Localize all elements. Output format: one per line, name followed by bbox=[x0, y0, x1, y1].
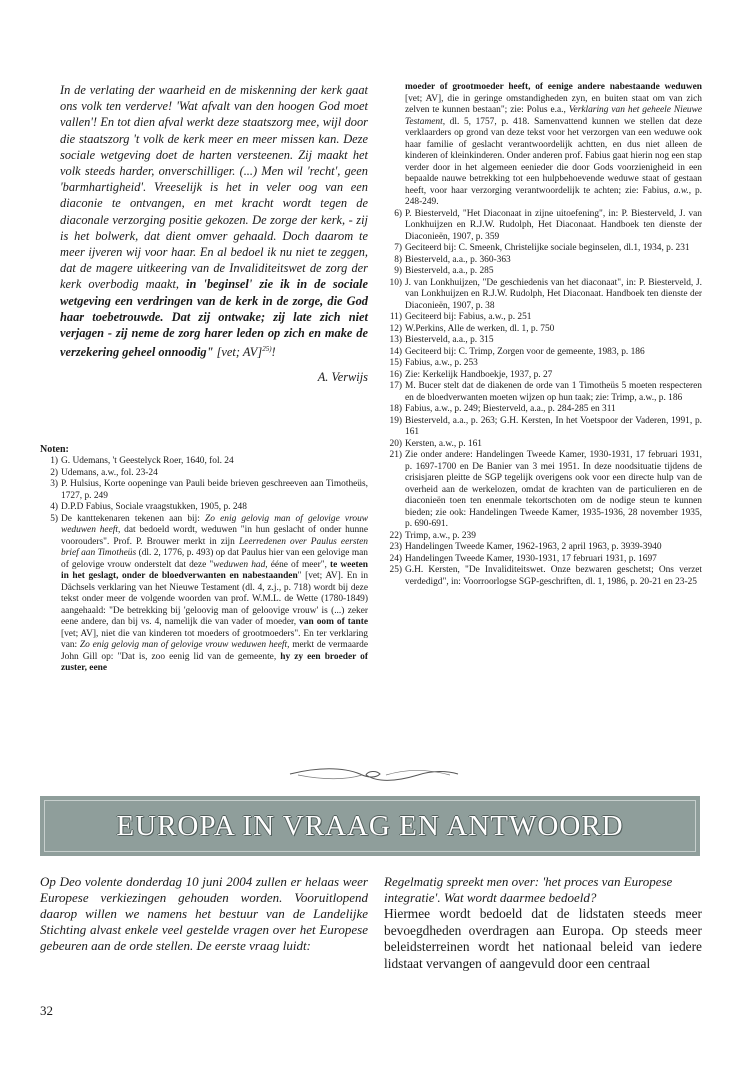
note-item bbox=[40, 479, 368, 502]
note-number: 14) bbox=[389, 346, 402, 357]
note-text: Kersten, a.w., p. 161 bbox=[405, 438, 482, 449]
intro-paragraph: Op Deo volente donderdag 10 juni 2004 zullen er helaas weer Europese verkiezingen gehouden worden. Vooruitlopend daarop willen we namens het bestuur van de Landelijke Stichting alvast enkele veel gestelde vragen over het Europese gebeuren aan de orde stellen. De eerste vraag luidt: bbox=[40, 874, 368, 953]
note-item bbox=[384, 554, 702, 566]
note-item bbox=[40, 456, 368, 468]
quote-author: A. Verwijs bbox=[317, 370, 368, 384]
note-text: W.Perkins, Alle de werken, dl. 1, p. 750 bbox=[405, 323, 555, 334]
note-item bbox=[384, 531, 702, 543]
quote-block bbox=[60, 82, 368, 361]
note-item bbox=[384, 565, 702, 588]
note-text: D.P.D Fabius, Sociale vraagstukken, 1905, p. 248 bbox=[61, 502, 247, 512]
note-item bbox=[384, 542, 702, 554]
note-5-cont-text-2: , dl. 5, 1757, p. 418. Samenvattend kunnen we stellen dat deze verklaarders op grond van deze tekst voor het verzorgen van een weduwe ook haar familie of geslacht verantwoordelijk achtten, en dus niet alleen de kinderen of kleinkinderen. Onder anderen prof. Fabius gaat hierin nog een stap verder door in het algemeen eenieder die door Gods voorzienigheid in een bepaalde nauwe betrekking tot een hulpbehoevende weduwe staat of gestaan heeft, voor haar verzorging verantwoordelijk te achten; zie: Fabius, bbox=[405, 116, 702, 196]
note-item bbox=[384, 439, 702, 451]
notes-heading: Noten: bbox=[40, 444, 69, 455]
note-item bbox=[384, 209, 702, 244]
note-item bbox=[384, 324, 702, 336]
note-item bbox=[384, 404, 702, 416]
note-text: Trimp, a.w., p. 239 bbox=[405, 530, 476, 541]
note-number: 23) bbox=[389, 542, 402, 552]
note-5-text-c: (dl. 2, 1776, p. 493) op dat Paulus hier van een gelovige man of gelovige vrouw onderstelt dat deze " bbox=[61, 548, 368, 570]
note-text: Fabius, a.w., p. 249; Biesterveld, a.a., p. 284-285 en 311 bbox=[405, 404, 616, 414]
note-text: Biesterveld, a.a., p. 263; G.H. Kersten, In het Voetspoor der Vaderen, 1991, p. 161 bbox=[405, 415, 702, 437]
note-5-bold-g: hy zy een broeder of zuster, eene bbox=[61, 651, 368, 673]
quote-footnote-ref: 25) bbox=[262, 345, 272, 354]
note-item bbox=[384, 335, 702, 347]
note-item bbox=[384, 416, 702, 439]
quote-tail: [vet; AV] bbox=[213, 345, 263, 360]
note-number: 17) bbox=[389, 381, 402, 391]
note-number: 13) bbox=[389, 335, 402, 345]
note-text: M. Bucer stelt dat de diakenen de orde van 1 Timotheüs 5 moeten respecteren en de bloedverwanten moeten wijzen op hun taak; zie: Trimp, a.w., p. 186 bbox=[405, 381, 702, 403]
note-number: 3) bbox=[50, 479, 58, 489]
note-5-italic-f: Zo enig gelovig man of gelovige vrouw weduwen heeft bbox=[79, 640, 288, 650]
note-item bbox=[384, 243, 702, 255]
note-number: 2) bbox=[50, 467, 58, 478]
quote-text: In de verlating der waarheid en de miskenning der kerk gaat ons volk ten verderve! 'Wat afvalt van den hoogen God moet vallen'! En tot dien afval werkt deze staatszorg mee, wijl door die staatszorg 't volk de kerk meer en meer missen kan. Deze sociale wetgeving doet de harten versteenen. Zij maakt het volk steeds harder, onverschilliger. (...) Men wil 'recht', geen 'barmhartigheid'. Vreeselijk is het in veler oog van een diaconie te ontvangen, en met kracht wordt tegen de diaconale verzorging positie gekozen. De zorge der kerk, - zij is het bolwerk, dat dient omver gehaald. Doch daarom te meer ijveren wij voor haar. En al bedoel ik nu niet te zeggen, dat de magere uitkeering van de Invaliditeitswet de zorg der kerk overbodig maakt, bbox=[60, 83, 368, 292]
question-text: Regelmatig spreekt men over: 'het proces van Europese integratie'. Wat wordt daarmee bedoeld? bbox=[384, 874, 673, 905]
note-number: 8) bbox=[394, 254, 402, 265]
note-item bbox=[384, 347, 702, 359]
note-text: G. Udemans, 't Geestelyck Roer, 1640, fol. 24 bbox=[61, 456, 234, 466]
note-5-cont-italic-2: a.w. bbox=[673, 185, 689, 196]
note-5-bold-d: te weeten in het geslagt, onder de bloedverwanten en nabestaanden bbox=[61, 559, 368, 581]
note-number: 1) bbox=[50, 456, 58, 466]
note-number: 6) bbox=[394, 208, 402, 219]
note-item bbox=[40, 468, 368, 480]
note-number: 5) bbox=[50, 513, 58, 524]
note-item bbox=[384, 312, 702, 324]
note-5-text-g: , merkt de vermaarde John Gill op: "Dat is, zoo eenig lid van de gemeente, bbox=[61, 640, 368, 662]
note-item bbox=[384, 370, 702, 382]
note-text: J. van Lonkhuijzen, "De geschiedenis van het diaconaat", in: P. Biesterveld, J. van Lonkhuijzen en R.J.W. Rudolph, Het Diaconaat. Handboek ten dienste der Diaconieën, 1907, p. 38 bbox=[405, 277, 702, 311]
section-banner bbox=[40, 796, 700, 856]
note-5-cont-text-3: , p. 248-249. bbox=[405, 185, 703, 207]
note-text: Udemans, a.w., fol. 23-24 bbox=[61, 467, 158, 478]
section-title: EUROPA IN VRAAG EN ANTWOORD bbox=[116, 809, 624, 842]
note-text: Zie onder andere: Handelingen Tweede Kamer, 1930-1931, 17 februari 1931, p. 1697-1700 en De Banier van 3 mei 1951. In deze noodsituatie tijdens de crisisjaren pleitte de SGP tegelijk overigens ook voor een directe hulp van de overheid aan de werkelozen, omdat de krachten van de particulieren en de diaconieën toen ten enenmale tekortschoten om de nodige steun te kunnen bieden; zie ook: Handelingen Tweede Kamer, 1935-1936, 28 november 1935, p. 690-691. bbox=[405, 450, 702, 529]
note-item bbox=[384, 358, 702, 370]
quote-bold-text: in 'beginsel' zie ik in de sociale wetgeving een verdringen van de kerk in de zorge, die God haar toebetrouwde. Dat zij ontwake; zij late zich niet verjagen - zij neme de zorg harer leden op zich en make de verzekering geheel onnoodig" bbox=[60, 277, 368, 360]
note-number: 4) bbox=[50, 502, 58, 512]
note-5-italic-c: weduwen had bbox=[213, 559, 266, 570]
notes-list-right bbox=[384, 82, 702, 588]
note-text: Fabius, a.w., p. 253 bbox=[405, 358, 478, 368]
notes-list-left bbox=[40, 456, 368, 675]
note-item bbox=[384, 278, 702, 313]
note-number: 11) bbox=[389, 312, 402, 322]
answer-text: Hiermee wordt bedoeld dat de lidstaten steeds meer bevoegdheden overdragen aan Europa. Op steeds meer beleidsterreinen wordt het nationaal beleid van iedere lidstaat vervangen of aangevuld door een centraal bbox=[384, 906, 702, 971]
note-5-bold-e: van oom of tante bbox=[299, 617, 369, 627]
note-5-text-d: , ééne of meer", bbox=[265, 559, 330, 570]
note-number: 16) bbox=[389, 369, 402, 380]
note-number: 15) bbox=[389, 358, 402, 368]
note-text: Geciteerd bij: C. Smeenk, Christelijke sociale beginselen, dl.1, 1934, p. 231 bbox=[405, 243, 690, 253]
note-text: Handelingen Tweede Kamer, 1962-1963, 2 april 1963, p. 3939-3940 bbox=[405, 542, 662, 552]
ornament-divider-icon bbox=[288, 763, 460, 785]
note-text: P. Biesterveld, "Het Diaconaat in zijne uitoefening", in: P. Biesterveld, J. van Lonkhuijzen en R.J.W. Rudolph, Het Diaconaat. Handboek ten dienste der Diaconieën, 1907, p. 359 bbox=[405, 208, 702, 242]
note-number: 19) bbox=[389, 415, 402, 426]
note-5-italic-b: Leerredenen over Paulus eersten brief aan Timotheüs bbox=[61, 536, 368, 558]
note-number: 10) bbox=[389, 277, 402, 288]
note-5-text-a: De kanttekenaren tekenen aan bij: bbox=[61, 513, 206, 524]
note-text: Zie: Kerkelijk Handboekje, 1937, p. 27 bbox=[405, 369, 553, 380]
note-5-cont-text-1: [vet; AV], die in geringe omstandigheden zyn, en buiten staat om van zich zelven te kunnen bestaan"; zie: Polus e.a., bbox=[405, 93, 702, 115]
note-item bbox=[384, 255, 702, 267]
banner-frame bbox=[44, 800, 696, 852]
note-number: 12) bbox=[389, 323, 402, 334]
note-5-text-f: [vet; AV], niet die van kinderen tot moeders of grootmoeders". En ter verklaring van: bbox=[61, 628, 368, 650]
note-5-text-b: , dat bedoeld wordt, weduwen "in hun geslacht of onder hunne voorouders". Prof. P. Brouwer merkt in zijn bbox=[61, 525, 368, 547]
note-number: 21) bbox=[389, 450, 402, 460]
note-text: P. Hulsius, Korte oopeninge van Pauli beide brieven geschreeven aan Timotheüs, 1727, p. 249 bbox=[61, 479, 368, 501]
note-number: 20) bbox=[389, 438, 402, 449]
note-number: 18) bbox=[389, 404, 402, 414]
note-text: Geciteerd bij: C. Trimp, Zorgen voor de gemeente, 1983, p. 186 bbox=[405, 346, 645, 357]
note-text: Biesterveld, a.a., p. 315 bbox=[405, 335, 494, 345]
note-text: G.H. Kersten, "De Invaliditeitswet. Onze bezwaren geschetst; Ons verzet verdedigd", in: Voorroorlogse SGP-geschriften, dl. 1, 1986, p. 20-21 en 23-25 bbox=[405, 565, 702, 587]
quote-end: ! bbox=[271, 345, 276, 360]
note-text: Biesterveld, a.a., p. 285 bbox=[405, 266, 494, 276]
note-item-5 bbox=[40, 514, 368, 675]
note-item bbox=[384, 381, 702, 404]
note-text: Handelingen Tweede Kamer, 1930-1931, 17 februari 1931, p. 1697 bbox=[405, 553, 657, 564]
note-5-italic-a: Zo enig gelovig man of gelovige vrouw weduwen heeft bbox=[61, 513, 369, 535]
note-5-cont-italic-1: Verklaring van het geheele Nieuwe Testament bbox=[405, 105, 703, 127]
note-5-text-e: " [vet; AV]. En in Dächsels verklaring van het Nieuwe Testament (dl. 4, z.j., p. 718) wordt bij deze tekst onder meer de volgende woorden van prof. W.M.L. de Wette (1780-1849) aangehaald: "De betrekking bij 'geloovig man of geloovige vrouw' is (...) zeker eene andere, dan bij vs. 4, namelijk die van vader of moeder, bbox=[61, 571, 369, 627]
note-item bbox=[40, 502, 368, 514]
note-number: 7) bbox=[394, 243, 402, 253]
note-item bbox=[384, 266, 702, 278]
note-number: 9) bbox=[394, 266, 402, 276]
note-5-continued bbox=[384, 82, 702, 209]
note-number: 25) bbox=[389, 565, 402, 575]
page-number: 32 bbox=[40, 1003, 53, 1018]
note-5-cont-bold: moeder of grootmoeder heeft, of eenige andere nabestaande weduwen bbox=[405, 82, 702, 92]
note-text: Biesterveld, a.a., p. 360-363 bbox=[405, 254, 511, 265]
note-number: 22) bbox=[389, 530, 402, 541]
note-text: Geciteerd bij: Fabius, a.w., p. 251 bbox=[405, 312, 532, 322]
note-number: 24) bbox=[389, 553, 402, 564]
note-item bbox=[384, 450, 702, 531]
